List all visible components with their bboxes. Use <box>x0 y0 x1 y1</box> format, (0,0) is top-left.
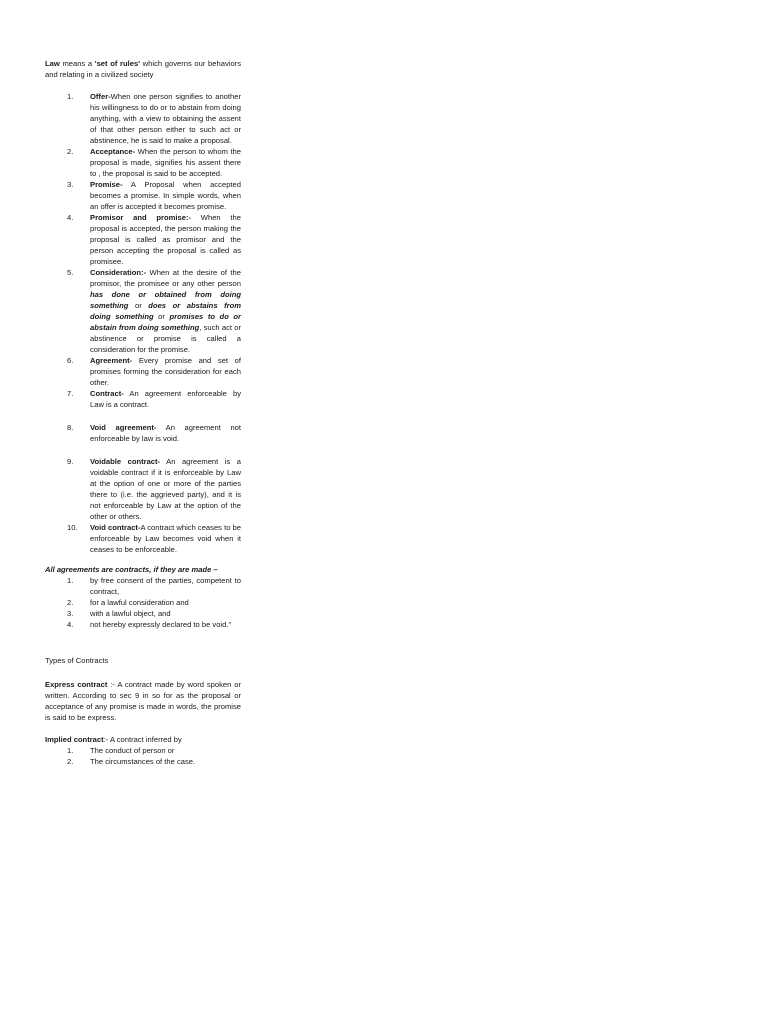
implied-item <box>45 745 241 756</box>
definition-term: Void contract- <box>90 523 141 532</box>
definition-item <box>45 91 241 146</box>
definition-term: Voidable contract- <box>90 457 161 466</box>
item-number: 2. <box>67 147 74 156</box>
implied-term: Implied contract <box>45 735 104 744</box>
item-number: 7. <box>67 389 74 398</box>
text-column <box>45 58 241 767</box>
definition-item <box>45 388 241 410</box>
implied-text: :- A contract inferred by <box>103 735 182 744</box>
agreement-condition <box>45 608 241 619</box>
item-number: 8. <box>67 423 74 432</box>
definition-text: A contract which ceases to be enforceable by Law becomes void when it ceases to be enforceable. <box>90 523 241 554</box>
implied-list <box>45 745 241 767</box>
definition-text: An agreement not enforceable by law is void. <box>90 423 241 443</box>
express-contract-paragraph <box>45 679 241 723</box>
agreement-condition <box>45 619 241 630</box>
definition-text: A Proposal when accepted becomes a promise. In simple words, when an offer is accepted it becomes promise. <box>90 180 241 211</box>
definition-term: Void agreement- <box>90 423 157 432</box>
item-number: 3. <box>67 180 74 189</box>
agreement-condition <box>45 575 241 597</box>
definition-emphasis: does or abstains from doing something <box>90 301 241 321</box>
condition-text: not hereby expressly declared to be void." <box>90 620 232 629</box>
item-number: 3. <box>67 609 74 618</box>
definition-term: Offer- <box>90 92 111 101</box>
definition-text: When at the desire of the promisor, the promisee or any other person <box>90 268 241 288</box>
definition-term: Promisor and promise:- <box>90 213 192 222</box>
definition-text: or <box>153 312 170 321</box>
item-number: 5. <box>67 268 74 277</box>
definition-item <box>45 522 241 555</box>
condition-text: with a lawful object, and <box>90 609 171 618</box>
intro-rest: which governs our behaviors and relating in a civilized society <box>45 59 241 79</box>
agreement-condition <box>45 597 241 608</box>
definition-term: Contract- <box>90 389 124 398</box>
definition-item <box>45 422 241 444</box>
item-number: 2. <box>67 757 74 766</box>
express-text: :- A contract made by word spoken or written. According to sec 9 in so for as the proposal or acceptance of any promise is made in words, the promise is said to be express. <box>45 680 241 722</box>
item-number: 2. <box>67 598 74 607</box>
intro-quote: 'set of rules' <box>94 59 141 68</box>
definition-emphasis: promises to do or abstain from doing something <box>90 312 241 332</box>
intro-term: Law <box>45 59 60 68</box>
implied-item-text: The circumstances of the case. <box>90 757 196 766</box>
item-number: 10. <box>67 523 78 532</box>
express-term: Express contract <box>45 680 108 689</box>
definition-text: An agreement enforceable by Law is a contract. <box>90 389 241 409</box>
item-number: 1. <box>67 746 74 755</box>
definition-item <box>45 267 241 355</box>
definitions-list <box>45 91 241 555</box>
intro-means: means a <box>59 59 95 68</box>
item-number: 1. <box>67 576 74 585</box>
condition-text: for a lawful consideration and <box>90 598 189 607</box>
types-heading: Types of Contracts <box>45 656 109 665</box>
definition-emphasis: has done or obtained from doing something <box>90 290 241 310</box>
condition-text: by free consent of the parties, competent to contract, <box>90 576 241 596</box>
definition-text: When one person signifies to another his willingness to do or to abstain from doing anything, with a view to obtaining the assent of that other person either to such act or abstinence, he is said to make a proposal. <box>90 92 241 145</box>
definition-item <box>45 355 241 388</box>
definition-text: , such act or abstinence or promise is called a consideration for the promise. <box>90 323 241 354</box>
definition-text: When the person to whom the proposal is made, signifies his assent there to , the proposal is said to be accepted. <box>90 147 241 178</box>
intro-paragraph <box>45 58 241 80</box>
definition-text: or <box>128 301 149 310</box>
definition-text: An agreement is a voidable contract if it is enforceable by Law at the option of one or more of the parties there to (i.e. the aggrieved party), and it is not enforceable by Law at the option of the other or others. <box>90 457 241 521</box>
definition-item <box>45 146 241 179</box>
agreements-heading: All agreements are contracts, if they are made – <box>45 565 218 574</box>
item-number: 4. <box>67 620 74 629</box>
definition-term: Promise- <box>90 180 123 189</box>
implied-item-text: The conduct of person or <box>90 746 175 755</box>
definition-item <box>45 179 241 212</box>
definition-text: When the proposal is accepted, the person making the proposal is called as promisor and the person accepting the proposal is called as promisee. <box>90 213 241 266</box>
definition-item <box>45 212 241 267</box>
item-number: 6. <box>67 356 74 365</box>
definition-text: Every promise and set of promises forming the consideration for each other. <box>90 356 241 387</box>
implied-item <box>45 756 241 767</box>
definition-term: Agreement- <box>90 356 133 365</box>
definition-term: Consideration:- <box>90 268 147 277</box>
item-number: 1. <box>67 92 74 101</box>
item-number: 9. <box>67 457 74 466</box>
definition-term: Acceptance- <box>90 147 136 156</box>
implied-contract-paragraph <box>45 734 241 745</box>
agreements-list <box>45 575 241 630</box>
definition-item <box>45 456 241 522</box>
item-number: 4. <box>67 213 74 222</box>
